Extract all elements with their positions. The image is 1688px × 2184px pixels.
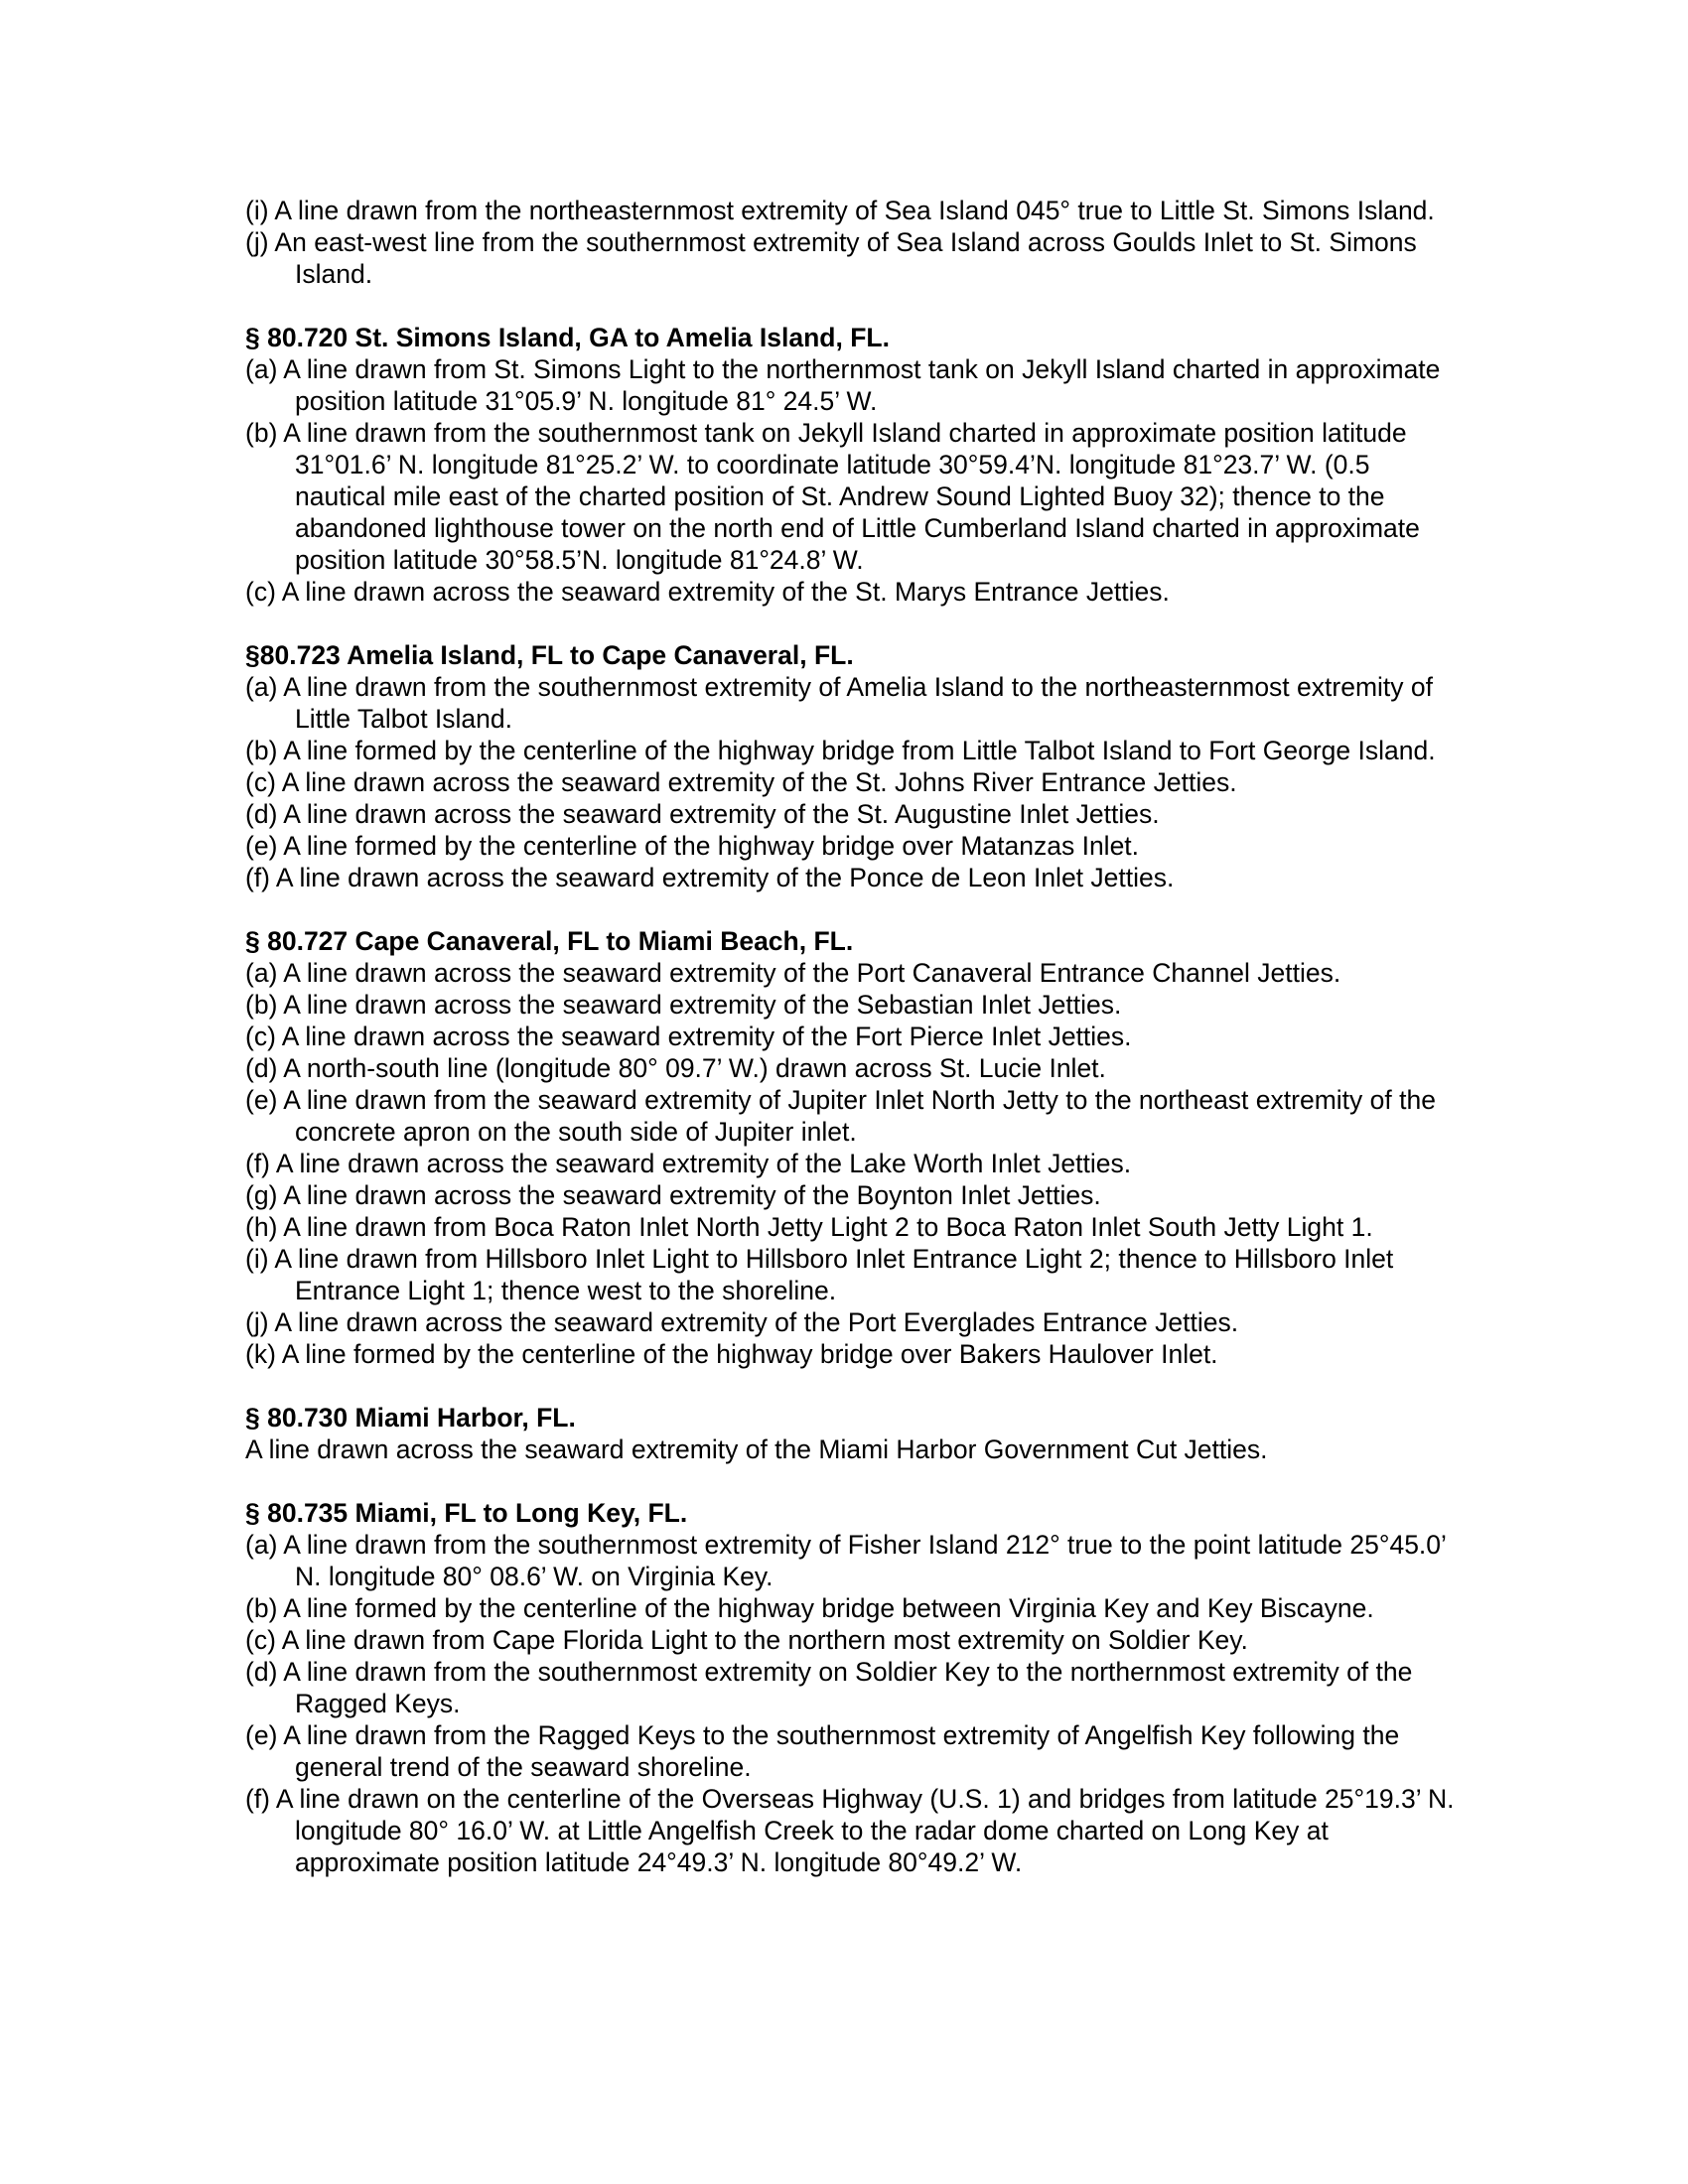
section-80-730 [245,1402,1467,1465]
list-item: (d) A line drawn from the southernmost extremity on Soldier Key to the northernmost extremity of the Ragged Keys. [245,1657,1413,1718]
list-item: (b) A line drawn across the seaward extremity of the Sebastian Inlet Jetties. [245,990,1122,1020]
document-page [245,195,1467,1910]
section-heading: § 80.727 Cape Canaveral, FL to Miami Beach, FL. [245,926,854,956]
list-item: (j) A line drawn across the seaward extremity of the Port Everglades Entrance Jetties. [245,1307,1239,1337]
section-80-723 [245,639,1467,893]
list-item: (b) A line formed by the centerline of the highway bridge between Virginia Key and Key Biscayne. [245,1593,1374,1623]
list-item: (h) A line drawn from Boca Raton Inlet North Jetty Light 2 to Boca Raton Inlet South Jetty Light 1. [245,1212,1373,1242]
list-item: (g) A line drawn across the seaward extremity of the Boynton Inlet Jetties. [245,1180,1101,1210]
list-item: (e) A line drawn from the Ragged Keys to the southernmost extremity of Angelfish Key following the general trend of the seaward shoreline. [245,1720,1400,1782]
list-item: (i) A line drawn from Hillsboro Inlet Light to Hillsboro Inlet Entrance Light 2; thence to Hillsboro Inlet Entrance Light 1; thence west to the shoreline. [245,1244,1394,1305]
list-item: (a) A line drawn across the seaward extremity of the Port Canaveral Entrance Channel Jetties. [245,958,1341,988]
list-item: (j) An east-west line from the southernmost extremity of Sea Island across Goulds Inlet to St. Simons Island. [245,227,1417,289]
section-heading: § 80.730 Miami Harbor, FL. [245,1403,576,1433]
section-80-727 [245,925,1467,1370]
list-item: (i) A line drawn from the northeasternmost extremity of Sea Island 045° true to Little St. Simons Island. [245,196,1435,225]
list-item: (c) A line drawn across the seaward extremity of the St. Johns River Entrance Jetties. [245,767,1237,797]
list-item: (f) A line drawn across the seaward extremity of the Lake Worth Inlet Jetties. [245,1149,1132,1178]
list-item: (k) A line formed by the centerline of the highway bridge over Bakers Haulover Inlet. [245,1339,1218,1369]
list-item: (b) A line drawn from the southernmost tank on Jekyll Island charted in approximate position latitude 31°01.6’ N. longitude 81°25.2’ W. to coordinate latitude 30°59.4’N. longitude 81°23.7’ W. (0.5 nautical mile east of the charted position of St. Andrew Sound Lighted Buoy 32); thence to the abandoned lighthouse tower on the north end of Little Cumberland Island charted in approximate position latitude 30°58.5’N. longitude 81°24.8’ W. [245,418,1420,575]
list-item: (d) A north-south line (longitude 80° 09.7’ W.) drawn across St. Lucie Inlet. [245,1053,1106,1083]
list-item: (c) A line drawn across the seaward extremity of the Fort Pierce Inlet Jetties. [245,1022,1132,1051]
list-item: (b) A line formed by the centerline of the highway bridge from Little Talbot Island to Fort George Island. [245,736,1436,765]
list-item: (c) A line drawn across the seaward extremity of the St. Marys Entrance Jetties. [245,577,1170,607]
section-heading: § 80.720 St. Simons Island, GA to Amelia Island, FL. [245,323,890,352]
list-item: (c) A line drawn from Cape Florida Light to the northern most extremity on Soldier Key. [245,1625,1248,1655]
section-heading: §80.723 Amelia Island, FL to Cape Canaveral, FL. [245,640,854,670]
list-item: (a) A line drawn from the southernmost extremity of Fisher Island 212° true to the point latitude 25°45.0’ N. longitude 80° 08.6’ W. on Virginia Key. [245,1530,1446,1591]
list-item: (a) A line drawn from the southernmost extremity of Amelia Island to the northeasternmost extremity of Little Talbot Island. [245,672,1433,734]
list-item: (f) A line drawn on the centerline of the Overseas Highway (U.S. 1) and bridges from latitude 25°19.3’ N. longitude 80° 16.0’ W. at Little Angelfish Creek to the radar dome charted on Long Key at approximate position latitude 24°49.3’ N. longitude 80°49.2’ W. [245,1784,1455,1877]
list-item: (f) A line drawn across the seaward extremity of the Ponce de Leon Inlet Jetties. [245,863,1175,892]
section-body: A line drawn across the seaward extremity of the Miami Harbor Government Cut Jetties. [245,1434,1268,1464]
list-item: (d) A line drawn across the seaward extremity of the St. Augustine Inlet Jetties. [245,799,1160,829]
list-item: (e) A line formed by the centerline of the highway bridge over Matanzas Inlet. [245,831,1140,861]
intro-section [245,195,1467,290]
section-heading: § 80.735 Miami, FL to Long Key, FL. [245,1498,688,1528]
list-item: (a) A line drawn from St. Simons Light to the northernmost tank on Jekyll Island charted in approximate position latitude 31°05.9’ N. longitude 81° 24.5’ W. [245,354,1441,416]
section-80-720 [245,322,1467,608]
list-item: (e) A line drawn from the seaward extremity of Jupiter Inlet North Jetty to the northeast extremity of the concrete apron on the south side of Jupiter inlet. [245,1085,1436,1147]
section-80-735 [245,1497,1467,1878]
